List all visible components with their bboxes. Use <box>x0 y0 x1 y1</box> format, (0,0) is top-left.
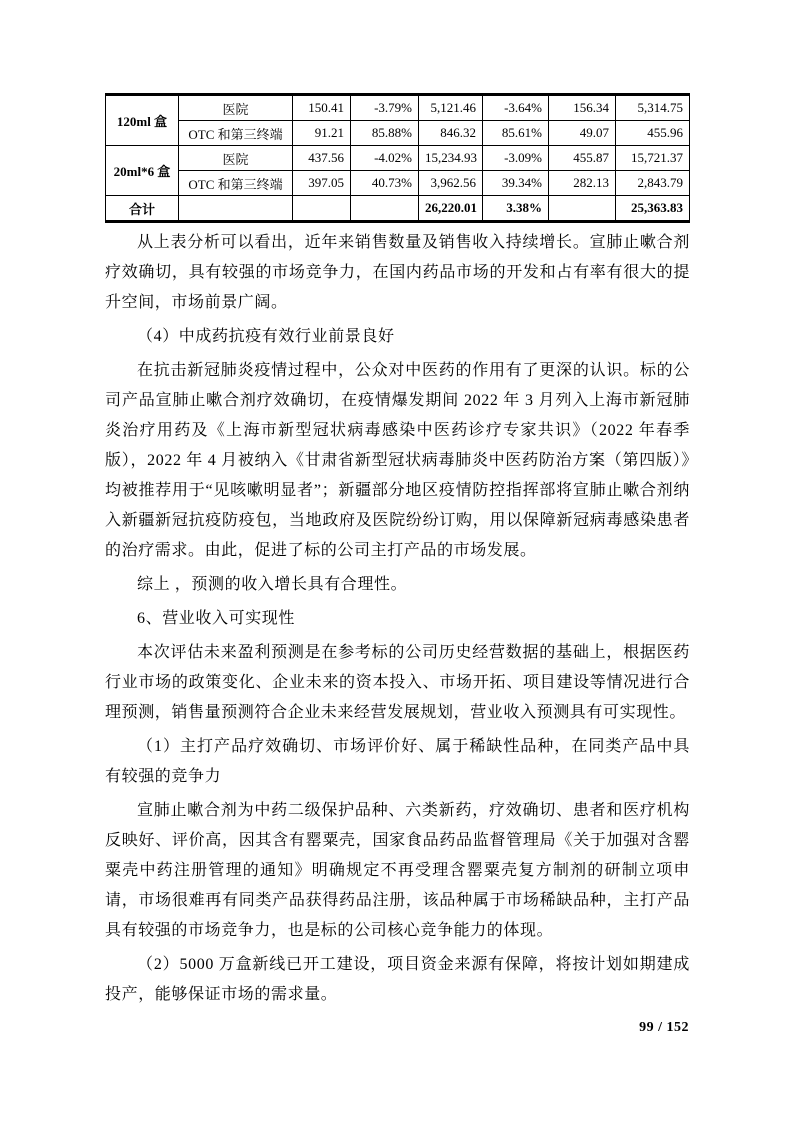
cell-value: 282.13 <box>549 171 616 196</box>
para-sales-analysis: 从上表分析可以看出，近年来销售数量及销售收入持续增长。宣肺止嗽合剂疗效确切，具有较强的市场竞争力，在国内药品市场的开发和占有率有很大的提升空间，市场前景广阔。 <box>105 234 690 311</box>
cell-value: 437.56 <box>293 146 351 171</box>
cell-value: 846.32 <box>419 121 483 146</box>
body-text <box>105 228 690 1010</box>
para-forecast-basis: 本次评估未来盈利预测是在参考标的公司历史经营数据的基础上，根据医药行业市场的政策变化、企业未来的资本投入、市场开拓、项目建设等情况进行合理预测，销售量预测符合企业未来经营发展规划，营业收入预测具有可实现性。 <box>105 644 690 721</box>
cell-value: 26,220.01 <box>419 196 483 222</box>
cell-channel: 医院 <box>179 146 293 171</box>
cell-group-20ml6: 20ml*6 盒 <box>106 146 179 196</box>
page-number: 99 / 152 <box>639 1020 689 1035</box>
para-covid-effect: 在抗击新冠肺炎疫情过程中，公众对中医药的作用有了更深的认识。标的公司产品宣肺止嗽合剂疗效确切，在疫情爆发期间 2022 年 3 月列入上海市新冠肺炎治疗用药及《上海市新型冠状病毒感染中医药诊疗专家共识》（2022 年春季版），2022 年 4 月被纳入《甘肃省新型冠状病毒肺炎中医药防治方案（第四版）》均被推荐用于“见咳嗽明显者”；新疆部分地区疫情防控指挥部将宣肺止嗽合剂纳入新疆新冠抗疫防疫包，当地政府及医院纷纷订购，用以保障新冠病毒感染患者的治疗需求。由此，促进了标的公司主打产品的市场发展。 <box>105 362 690 559</box>
cell-value: 5,314.75 <box>616 95 690 121</box>
sales-forecast-table <box>105 93 690 223</box>
table-row-total <box>106 196 690 222</box>
cell-value: 397.05 <box>293 171 351 196</box>
cell-group-120ml: 120ml 盒 <box>106 95 179 146</box>
cell-value <box>351 196 419 222</box>
cell-value: -3.79% <box>351 95 419 121</box>
cell-value: -4.02% <box>351 146 419 171</box>
table-row <box>106 146 690 171</box>
cell-channel: OTC 和第三终端 <box>179 121 293 146</box>
heading-section-6: 6、营业收入可实现性 <box>137 610 296 627</box>
cell-value: 150.41 <box>293 95 351 121</box>
cell-value: 3.38% <box>483 196 549 222</box>
heading-point-1: （1）主打产品疗效确切、市场评价好、属于稀缺性品种，在同类产品中具有较强的竞争力 <box>105 738 690 785</box>
cell-value: 3,962.56 <box>419 171 483 196</box>
cell-value: -3.09% <box>483 146 549 171</box>
cell-channel: 医院 <box>179 95 293 121</box>
cell-value: 2,843.79 <box>616 171 690 196</box>
cell-value: 49.07 <box>549 121 616 146</box>
cell-value: 91.21 <box>293 121 351 146</box>
cell-value <box>293 196 351 222</box>
cell-value: 25,363.83 <box>616 196 690 222</box>
cell-value: -3.64% <box>483 95 549 121</box>
cell-value: 85.61% <box>483 121 549 146</box>
table-row <box>106 171 690 196</box>
cell-value: 455.87 <box>549 146 616 171</box>
para-conclusion: 综上 ，预测的收入增长具有合理性。 <box>137 576 408 593</box>
cell-value: 39.34% <box>483 171 549 196</box>
cell-value: 5,121.46 <box>419 95 483 121</box>
cell-value: 15,234.93 <box>419 146 483 171</box>
cell-value: 156.34 <box>549 95 616 121</box>
cell-value: 455.96 <box>616 121 690 146</box>
table-row <box>106 121 690 146</box>
heading-section-4: （4）中成药抗疫有效行业前景良好 <box>137 328 395 345</box>
para-new-production-line: （2）5000 万盒新线已开工建设，项目资金来源有保障，将按计划如期建成投产，能够保证市场的需求量。 <box>105 956 690 1003</box>
cell-channel <box>179 196 293 222</box>
cell-channel: OTC 和第三终端 <box>179 171 293 196</box>
cell-value: 15,721.37 <box>616 146 690 171</box>
cell-value: 40.73% <box>351 171 419 196</box>
cell-value <box>549 196 616 222</box>
table-row <box>106 95 690 121</box>
cell-value: 85.88% <box>351 121 419 146</box>
para-product-competitiveness: 宣肺止嗽合剂为中药二级保护品种、六类新药，疗效确切、患者和医疗机构反映好、评价高，因其含有罂粟壳，国家食品药品监督管理局《关于加强对含罂粟壳中药注册管理的通知》明确规定不再受理含罂粟壳复方制剂的研制立项申请，市场很难再有同类产品获得药品注册，该品种属于市场稀缺品种，主打产品具有较强的市场竞争力，也是标的公司核心竞争能力的体现。 <box>105 802 690 939</box>
cell-group-total: 合计 <box>106 196 179 222</box>
